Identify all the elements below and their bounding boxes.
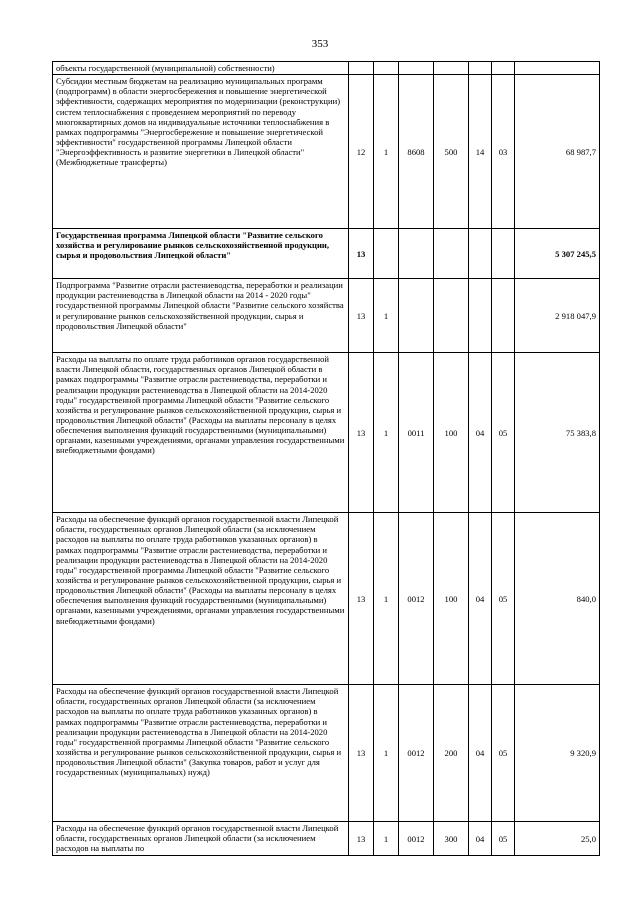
row-amount: 9 320,9 xyxy=(515,685,600,822)
row-code: 200 xyxy=(434,685,469,822)
row-code xyxy=(374,229,399,279)
row-description: Расходы на выплаты по оплате труда работников органов государственной власти Липецкой области, государственных органов Липецкой области в рамках подпрограммы "Развитие отрасли растениеводства, переработки и реализации продукции растениеводства в Липецкой области на 2014-2020 годы" государственной программы Липецкой области "Развитие сельского хозяйства и регулирование рынков сельскохозяйственной продукции, сырья и продовольствия Липецкой области" (Расходы на выплаты персоналу в целях обеспечения выполнения функций государственными (муниципальными) органами, казенными учреждениями, органами управления государственными внебюджетными фондами) xyxy=(53,353,349,513)
row-code: 300 xyxy=(434,822,469,856)
row-code: 03 xyxy=(492,75,515,229)
row-code xyxy=(399,279,434,353)
table-row xyxy=(53,685,600,822)
table-row xyxy=(53,75,600,229)
row-code: 8608 xyxy=(399,75,434,229)
row-description: Расходы на обеспечение функций органов государственной власти Липецкой области, государственных органов Липецкой области (за исключением расходов на выплаты по оплате труда работников указанных органов) в рамках подпрограммы "Развитие отрасли растениеводства, переработки и реализации продукции растениеводства в Липецкой области на 2014-2020 годы" государственной программы Липецкой области "Развитие сельского хозяйства и регулирование рынков сельскохозяйственной продукции, сырья и продовольствия Липецкой области" (Расходы на выплаты персоналу в целях обеспечения выполнения функций государственными (муниципальными) органами, казенными учреждениями, органами управления государственными внебюджетными фондами) xyxy=(53,513,349,685)
row-code: 1 xyxy=(374,513,399,685)
row-code: 1 xyxy=(374,685,399,822)
row-code xyxy=(434,62,469,75)
row-description: Субсидии местным бюджетам на реализацию муниципальных программ (подпрограмм) в области энергосбережения и повышение энергетической эффективности, содержащих мероприятия по модернизации (реконструкции) систем теплоснабжения с проведением мероприятий по переводу многоквартирных домов на индивидуальные источники теплоснабжения в рамках подпрограммы "Энергосбережение и повышение энергетической эффективности" государственной программы Липецкой области "Энергоэффективность и развитие энергетики в Липецкой области" (Межбюджетные трансферты) xyxy=(53,75,349,229)
row-code: 1 xyxy=(374,279,399,353)
row-amount: 5 307 245,5 xyxy=(515,229,600,279)
row-amount: 75 383,8 xyxy=(515,353,600,513)
row-code: 04 xyxy=(469,513,492,685)
table-row xyxy=(53,822,600,856)
row-code xyxy=(492,229,515,279)
row-code: 0012 xyxy=(399,513,434,685)
budget-table xyxy=(52,61,600,856)
row-code: 13 xyxy=(349,353,374,513)
row-code: 04 xyxy=(469,822,492,856)
row-amount: 25,0 xyxy=(515,822,600,856)
row-amount: 840,0 xyxy=(515,513,600,685)
row-code: 0011 xyxy=(399,353,434,513)
row-description: объекты государственной (муниципальной) собственности) xyxy=(53,62,349,75)
row-amount: 2 918 047,9 xyxy=(515,279,600,353)
row-code: 13 xyxy=(349,513,374,685)
row-code: 500 xyxy=(434,75,469,229)
row-code xyxy=(492,279,515,353)
row-code: 12 xyxy=(349,75,374,229)
row-code: 13 xyxy=(349,685,374,822)
row-amount xyxy=(515,62,600,75)
row-code: 04 xyxy=(469,685,492,822)
row-description: Расходы на обеспечение функций органов государственной власти Липецкой области, государственных органов Липецкой области (за исключением расходов на выплаты по xyxy=(53,822,349,856)
row-code: 1 xyxy=(374,822,399,856)
row-code xyxy=(469,62,492,75)
row-code: 0012 xyxy=(399,685,434,822)
row-code: 05 xyxy=(492,822,515,856)
page-number: 353 xyxy=(311,38,329,50)
table-row xyxy=(53,513,600,685)
row-code xyxy=(399,62,434,75)
row-code xyxy=(492,62,515,75)
table-row xyxy=(53,62,600,75)
row-code: 05 xyxy=(492,353,515,513)
table-row xyxy=(53,279,600,353)
row-code: 05 xyxy=(492,685,515,822)
row-code xyxy=(399,229,434,279)
row-code xyxy=(469,279,492,353)
table-row xyxy=(53,229,600,279)
row-code: 05 xyxy=(492,513,515,685)
row-code xyxy=(374,62,399,75)
row-description: Подпрограмма "Развитие отрасли растениеводства, переработки и реализации продукции растениеводства в Липецкой области на 2014 - 2020 годы" государственной программы Липецкой области "Развитие сельского хозяйства и регулирование рынков сельскохозяйственной продукции, сырья и продовольствия Липецкой области" xyxy=(53,279,349,353)
row-code: 13 xyxy=(349,229,374,279)
row-code xyxy=(349,62,374,75)
row-code: 1 xyxy=(374,353,399,513)
row-code xyxy=(434,279,469,353)
row-code xyxy=(469,229,492,279)
row-code: 100 xyxy=(434,513,469,685)
row-code xyxy=(434,229,469,279)
row-code: 13 xyxy=(349,822,374,856)
row-code: 14 xyxy=(469,75,492,229)
row-code: 13 xyxy=(349,279,374,353)
row-amount: 68 987,7 xyxy=(515,75,600,229)
row-code: 100 xyxy=(434,353,469,513)
row-code: 0012 xyxy=(399,822,434,856)
row-code: 04 xyxy=(469,353,492,513)
table-row xyxy=(53,353,600,513)
row-description: Государственная программа Липецкой области "Развитие сельского хозяйства и регулирование рынков сельскохозяйственной продукции, сырья и продовольствия Липецкой области" xyxy=(53,229,349,279)
row-code: 1 xyxy=(374,75,399,229)
row-description: Расходы на обеспечение функций органов государственной власти Липецкой области, государственных органов Липецкой области (за исключением расходов на выплаты по оплате труда работников указанных органов) в рамках подпрограммы "Развитие отрасли растениеводства, переработки и реализации продукции растениеводства в Липецкой области на 2014-2020 годы" государственной программы Липецкой области "Развитие сельского хозяйства и регулирование рынков сельскохозяйственной продукции, сырья и продовольствия Липецкой области" (Закупка товаров, работ и услуг для государственных (муниципальных) нужд) xyxy=(53,685,349,822)
